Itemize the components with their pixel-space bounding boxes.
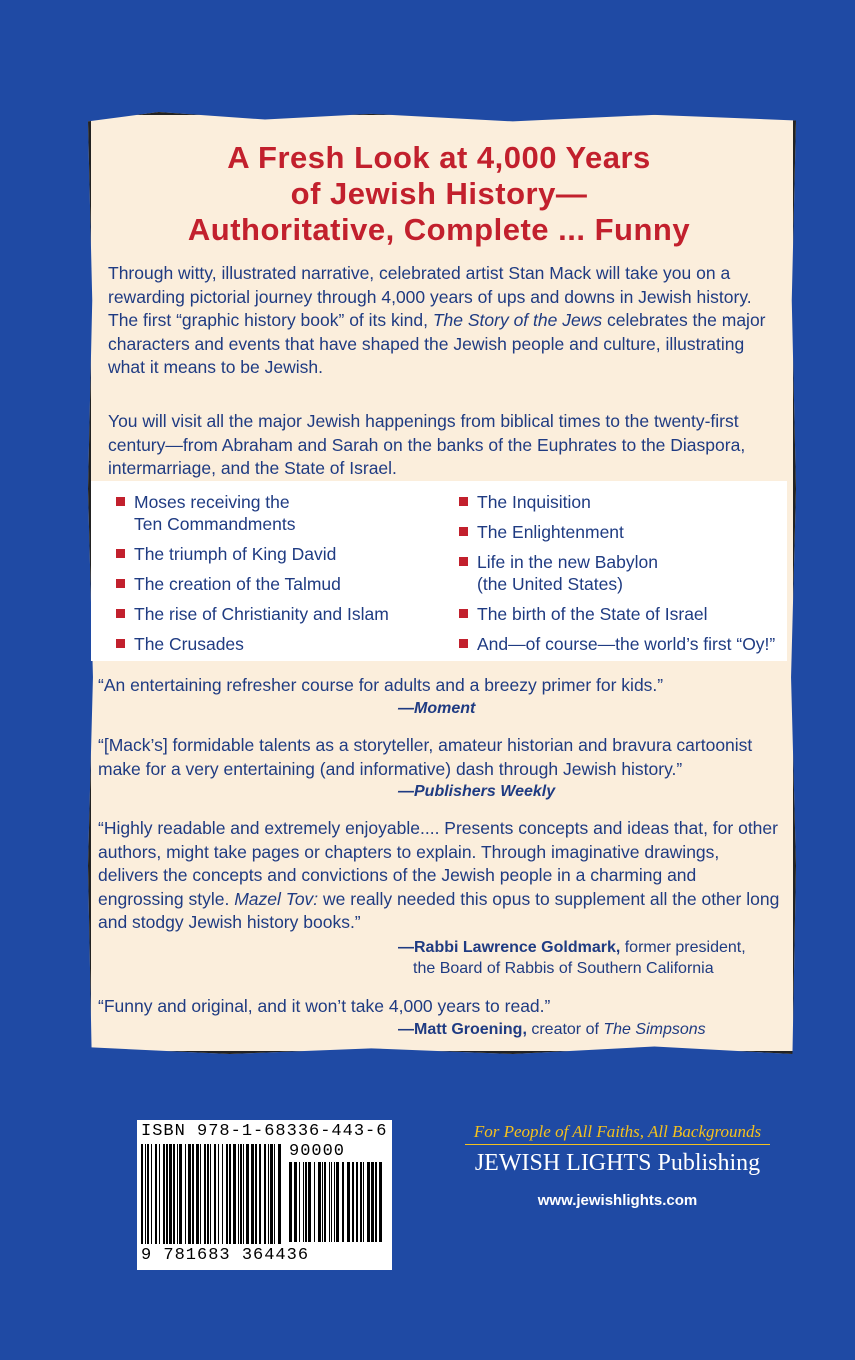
barcode-bar (207, 1144, 209, 1244)
quote-source: —Rabbi Lawrence Goldmark, former president, (398, 938, 746, 956)
list-item: The birth of the State of Israel (455, 603, 785, 625)
barcode-bar (305, 1162, 307, 1242)
barcode-bar (226, 1144, 228, 1244)
quote-source: —Publishers Weekly (398, 783, 556, 800)
barcode-bar (331, 1162, 332, 1242)
publisher-logo: JEWISH LIGHTS Publishing (474, 1150, 761, 1176)
isbn-label: ISBN 978-1-68336-443-6 (141, 1122, 388, 1141)
barcode-bar (243, 1144, 244, 1244)
quote-text: “[Mack’s] formidable talents as a storyteller, amateur historian and bravura cartoonist make for a very entertaining (and informative) dash through Jewish history.” (98, 735, 753, 779)
intro-text-post: celebrates the major characters and events that have shaped the Jewish people and culture, illustrating what it means to be Jewish. (108, 310, 766, 377)
headline-line-1: A Fresh Look at 4,000 Years (227, 140, 651, 175)
barcode-bar (169, 1144, 172, 1244)
barcode-bar (303, 1162, 304, 1242)
barcode-bar (173, 1144, 175, 1244)
quote-source-role: the Board of Rabbis of Southern California (413, 959, 714, 977)
barcode-bar (264, 1144, 266, 1244)
headline-line-3: Authoritative, Complete ... Funny (187, 212, 691, 247)
list-item: The creation of the Talmud (112, 573, 442, 595)
barcode-bar (255, 1144, 257, 1244)
book-title: The Story of the Jews (432, 310, 603, 330)
barcode-bar (278, 1144, 281, 1244)
barcode-bar (299, 1162, 300, 1242)
barcode-bar (314, 1162, 315, 1242)
tagline: For People of All Faiths, All Backgrounds (465, 1122, 770, 1145)
barcode-bar (145, 1144, 146, 1244)
barcode-bar (147, 1144, 149, 1244)
quote-source: —Matt Groening, creator of The Simpsons (398, 1020, 706, 1038)
bullet-list-right (455, 491, 785, 663)
list-item: And—of course—the world’s first “Oy!” (455, 633, 785, 655)
barcode-bar (200, 1144, 201, 1244)
list-item: Life in the new Babylon (the United States) (455, 551, 785, 595)
headline-line-2: of Jewish History— (290, 176, 588, 211)
list-item: The triumph of King David (112, 543, 442, 565)
barcode-bar (218, 1144, 219, 1244)
barcode-bar (141, 1144, 143, 1244)
list-item: The Enlightenment (455, 521, 785, 543)
headline (88, 140, 790, 248)
barcode-bar (259, 1144, 261, 1244)
quote-moment (98, 674, 782, 719)
quote-publishers-weekly (98, 734, 782, 802)
intro-paragraph (108, 262, 770, 380)
barcode-bar (166, 1144, 168, 1244)
barcode-bar (204, 1144, 206, 1244)
barcode-bar (342, 1162, 344, 1242)
bullet-list-left (112, 491, 442, 663)
barcode-bar (163, 1144, 165, 1244)
barcode-bar (308, 1162, 311, 1242)
list-item: The Inquisition (455, 491, 785, 513)
barcode-bar (268, 1144, 269, 1244)
list-item: Moses receiving the Ten Commandments (112, 491, 442, 535)
barcode-bar (229, 1144, 231, 1244)
barcode-bar (177, 1144, 178, 1244)
quote-goldmark (98, 817, 782, 979)
barcode-bar (274, 1144, 275, 1244)
barcode-bar (214, 1144, 216, 1244)
barcode-bar (179, 1144, 182, 1244)
barcode-bar (155, 1144, 157, 1244)
barcode-bar (159, 1144, 160, 1244)
quote-text: “An entertaining refresher course for adults and a breezy primer for kids.” (98, 675, 664, 695)
barcode-bar (356, 1162, 358, 1242)
quote-text: “Funny and original, and it won’t take 4,000 years to read.” (98, 996, 551, 1016)
barcode-bar (185, 1144, 186, 1244)
barcode-bar (336, 1162, 339, 1242)
barcode-bar (352, 1162, 354, 1242)
list-item: The Crusades (112, 633, 442, 655)
barcode-bar (367, 1162, 370, 1242)
barcode-bar (192, 1144, 194, 1244)
barcode-bar (360, 1162, 362, 1242)
barcode-bar (318, 1162, 321, 1242)
quote-source: —Moment (398, 699, 476, 717)
barcode (137, 1120, 392, 1270)
barcode-bar (294, 1162, 297, 1242)
barcode-bar (334, 1162, 335, 1242)
barcode-bar (151, 1144, 152, 1244)
quote-groening (98, 995, 782, 1040)
list-item: The rise of Christianity and Islam (112, 603, 442, 625)
barcode-bar (196, 1144, 199, 1244)
website-link[interactable]: www.jewishlights.com (537, 1192, 698, 1209)
barcode-bar (270, 1144, 273, 1244)
barcode-bar (238, 1144, 239, 1244)
barcode-bar (222, 1144, 223, 1244)
barcode-bar (329, 1162, 330, 1242)
barcode-bar (363, 1162, 364, 1242)
barcode-bar (289, 1162, 292, 1242)
barcode-bar (210, 1144, 211, 1244)
intro-text-pre: Through witty, illustrated narrative, celebrated artist Stan Mack will take you on a rewarding pictorial journey through 4,000 years of ups and downs in Jewish history. The first “graphic history book” of its kind, (108, 263, 752, 330)
barcode-digits: 9 781683 364436 (141, 1246, 310, 1265)
addon-bars (289, 1162, 384, 1242)
barcode-bar (246, 1144, 249, 1244)
barcode-bar (324, 1162, 326, 1242)
barcode-bar (240, 1144, 242, 1244)
second-paragraph: You will visit all the major Jewish happenings from biblical times to the twenty-first century—from Abraham and Sarah on the banks of the Euphrates to the Diaspora, intermarriage, and the State of Israel. (108, 411, 746, 478)
barcode-bar (375, 1162, 377, 1242)
barcode-bar (188, 1144, 191, 1244)
quote-text: “Highly readable and extremely enjoyable.... Presents concepts and ideas that, for other authors, might take pages or chapters to explain. Through imaginative drawings, delivers the concepts and convictions of the Jewish people in a charming and engrossing style. Mazel Tov: we really needed this opus to supplement all the other long and stodgy Jewish history books.” (98, 818, 780, 932)
barcode-bar (233, 1144, 236, 1244)
barcode-bar (322, 1162, 323, 1242)
barcode-bar (251, 1144, 254, 1244)
barcode-bar (379, 1162, 382, 1242)
barcode-bars (141, 1144, 283, 1244)
price-code: 90000 (289, 1142, 346, 1161)
barcode-bar (347, 1162, 350, 1242)
barcode-bar (371, 1162, 374, 1242)
